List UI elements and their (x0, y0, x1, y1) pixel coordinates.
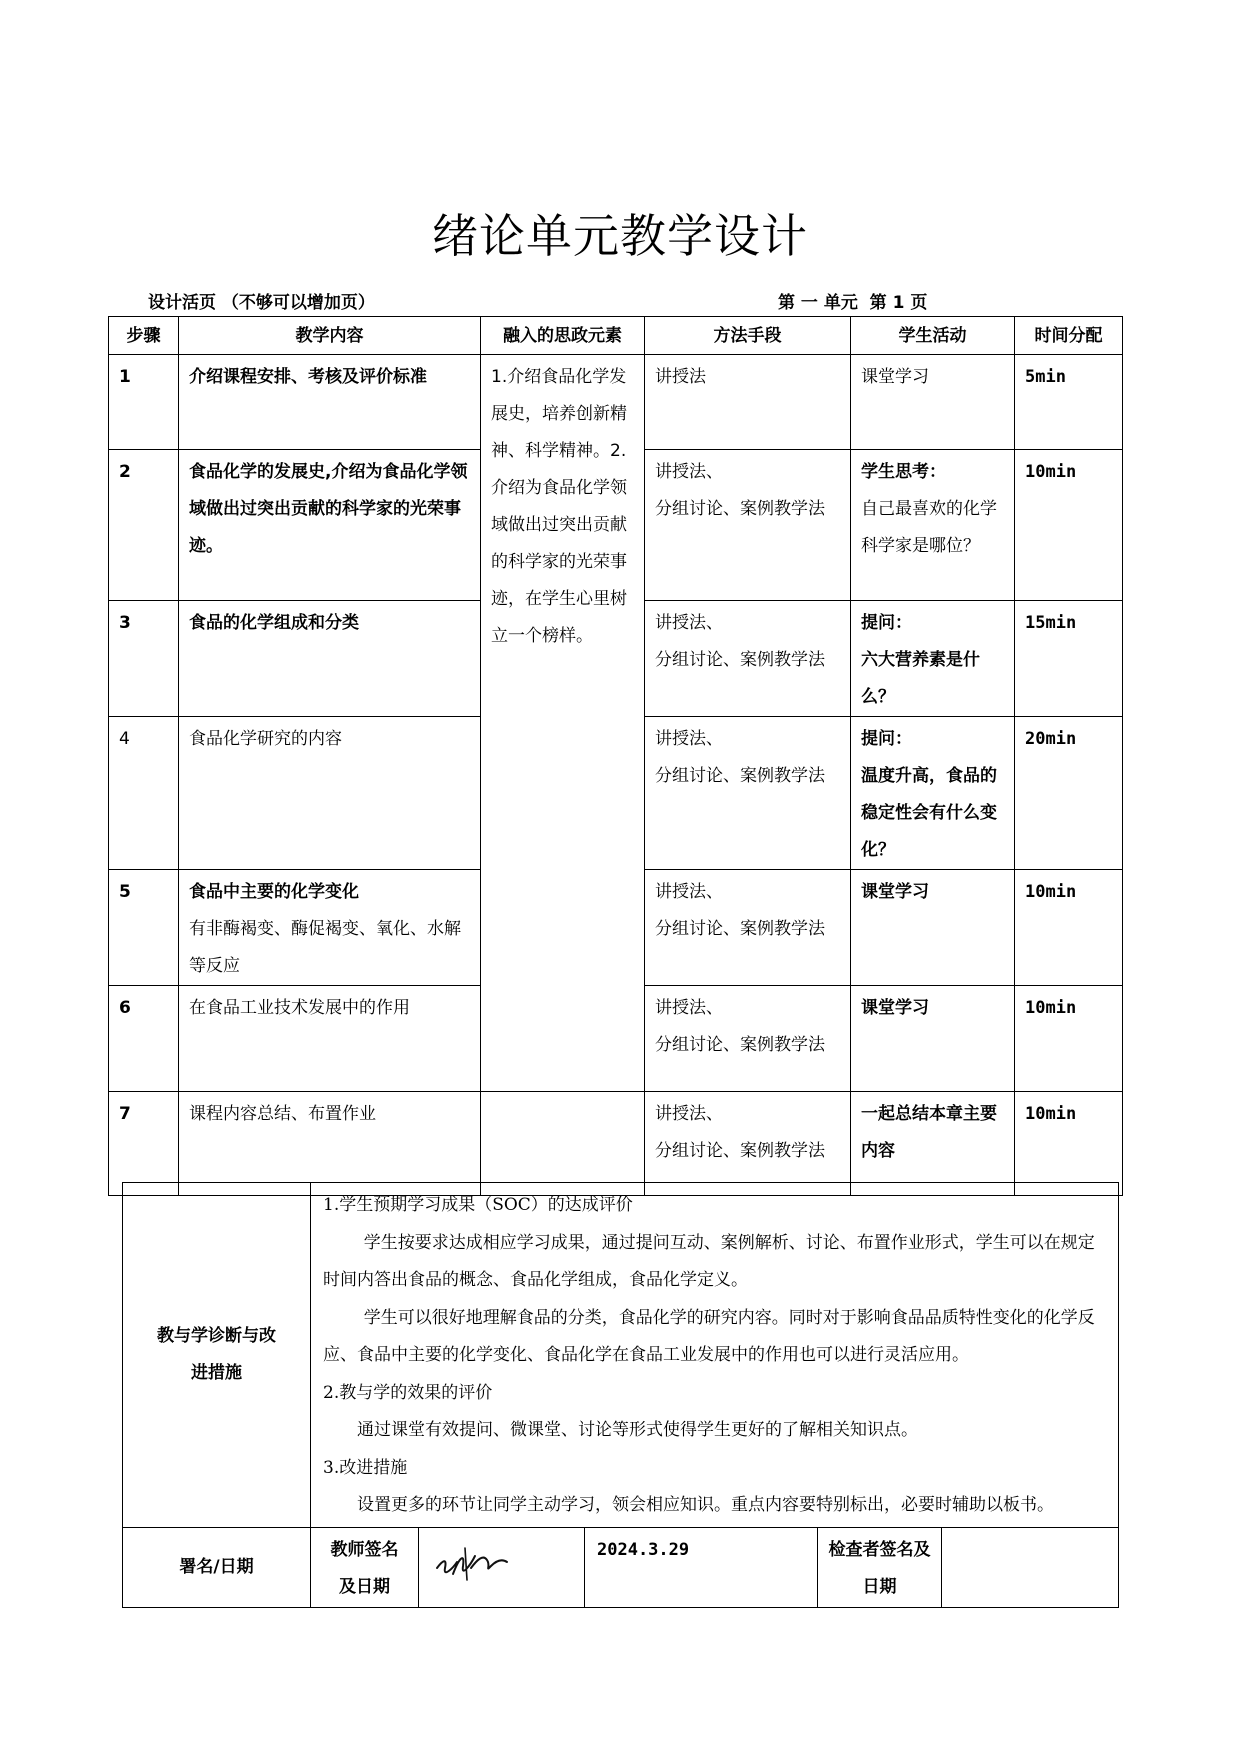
ideology-cell: 1.介绍食品化学发展史，培养创新精神、科学精神。2.介绍为食品化学领域做出过突出贡献的科学家的光荣事迹，在学生心里树立一个榜样。 (481, 355, 645, 1092)
time-cell: 15min (1015, 601, 1123, 717)
activity-cell: 课堂学习 (851, 355, 1015, 450)
diagnosis-heading-3: 3.改进措施 (323, 1457, 408, 1478)
diagnosis-heading-1: 1.学生预期学习成果（SOC）的达成评价 (323, 1195, 633, 1215)
method-line: 分组讨论、案例教学法 (655, 1141, 825, 1161)
content-cell: 课程内容总结、布置作业 (179, 1092, 481, 1196)
activity-text: 六大营养素是什么？ (861, 650, 980, 707)
header-step: 步骤 (109, 317, 179, 355)
content-cell: 在食品工业技术发展中的作用 (179, 986, 481, 1092)
time-cell: 10min (1015, 986, 1123, 1092)
teacher-signature (419, 1527, 585, 1607)
content-cell: 食品化学研究的内容 (179, 717, 481, 870)
time-cell: 10min (1015, 870, 1123, 986)
signature-label: 署名/日期 (123, 1527, 311, 1607)
method-line: 分组讨论、案例教学法 (655, 650, 825, 670)
diagnosis-paragraph: 通过课堂有效提问、微课堂、讨论等形式使得学生更好的了解相关知识点。 (357, 1420, 918, 1440)
step-cell: 7 (109, 1092, 179, 1196)
time-cell: 20min (1015, 717, 1123, 870)
step-cell: 6 (109, 986, 179, 1092)
content-title: 食品中主要的化学变化 (189, 882, 359, 902)
table-row (109, 355, 1123, 450)
method-line: 讲授法、 (655, 882, 723, 902)
step-cell: 3 (109, 601, 179, 717)
method-line: 分组讨论、案例教学法 (655, 919, 825, 939)
activity-cell: 课堂学习 (851, 986, 1015, 1092)
method-cell (645, 601, 851, 717)
subheader-right: 第 一 单元 第 1 页 (778, 293, 928, 313)
page-title: 绪论单元教学设计 (432, 209, 808, 263)
method-cell (645, 986, 851, 1092)
activity-text: 自己最喜欢的化学科学家是哪位？ (861, 499, 997, 556)
table-header-row (109, 317, 1123, 355)
activity-text: 温度升高，食品的稳定性会有什么变化？ (861, 766, 997, 860)
table-row (109, 1092, 1123, 1196)
content-cell: 介绍课程安排、考核及评价标准 (179, 355, 481, 450)
method-line: 讲授法、 (655, 729, 723, 749)
step-cell: 2 (109, 450, 179, 601)
content-cell (179, 870, 481, 986)
activity-cell: 课堂学习 (851, 870, 1015, 986)
header-ideology: 融入的思政元素 (481, 317, 645, 355)
method-line: 分组讨论、案例教学法 (655, 766, 825, 786)
method-cell (645, 450, 851, 601)
teacher-sign-label: 教师签名及日期 (311, 1527, 419, 1607)
method-line: 分组讨论、案例教学法 (655, 499, 825, 519)
ideology-empty-cell (481, 1092, 645, 1196)
header-content: 教学内容 (179, 317, 481, 355)
signature-row (123, 1527, 1119, 1607)
header-activity: 学生活动 (851, 317, 1015, 355)
activity-cell (851, 717, 1015, 870)
diagnosis-label: 教与学诊断与改进措施 (123, 1183, 311, 1528)
method-line: 分组讨论、案例教学法 (655, 1035, 825, 1055)
method-cell (645, 717, 851, 870)
method-line: 讲授法、 (655, 613, 723, 633)
activity-cell: 一起总结本章主要内容 (851, 1092, 1015, 1196)
handwritten-signature (431, 1538, 511, 1588)
diagnosis-heading-2: 2.教与学的效果的评价 (323, 1382, 493, 1403)
header-time: 时间分配 (1015, 317, 1123, 355)
activity-title: 提问： (861, 729, 912, 749)
method-cell (645, 1092, 851, 1196)
checker-sign-label: 检查者签名及日期 (818, 1527, 942, 1607)
diagnosis-paragraph: 学生可以很好地理解食品的分类，食品化学的研究内容。同时对于影响食品品质特性变化的化学反应、食品中主要的化学变化、食品化学在食品工业发展中的作用也可以进行灵活应用。 (323, 1307, 1095, 1365)
time-cell: 5min (1015, 355, 1123, 450)
activity-cell (851, 450, 1015, 601)
step-cell: 4 (109, 717, 179, 870)
activity-title: 学生思考： (861, 462, 946, 482)
lesson-plan-table (108, 316, 1123, 1196)
time-cell: 10min (1015, 450, 1123, 601)
activity-cell (851, 601, 1015, 717)
step-cell: 1 (109, 355, 179, 450)
activity-title: 提问： (861, 613, 912, 633)
diagnosis-paragraph: 设置更多的环节让同学主动学习，领会相应知识。重点内容要特别标出，必要时辅助以板书。 (357, 1495, 1054, 1515)
method-line: 讲授法、 (655, 1104, 723, 1124)
time-cell: 10min (1015, 1092, 1123, 1196)
content-cell: 食品化学的发展史,介绍为食品化学领域做出过突出贡献的科学家的光荣事迹。 (179, 450, 481, 601)
subheader-left: 设计活页 （不够可以增加页） (148, 293, 375, 313)
diagnosis-row (123, 1183, 1119, 1528)
diagnosis-body (311, 1183, 1119, 1528)
step-cell: 5 (109, 870, 179, 986)
header-method: 方法手段 (645, 317, 851, 355)
method-cell: 讲授法 (645, 355, 851, 450)
teacher-sign-date: 2024.3.29 (585, 1527, 818, 1607)
content-cell: 食品的化学组成和分类 (179, 601, 481, 717)
content-text: 有非酶褐变、酶促褐变、氧化、水解等反应 (189, 919, 461, 976)
diagnosis-table (122, 1182, 1119, 1608)
method-line: 讲授法、 (655, 998, 723, 1018)
method-line: 讲授法、 (655, 462, 723, 482)
checker-signature (942, 1527, 1119, 1607)
method-cell (645, 870, 851, 986)
diagnosis-paragraph: 学生按要求达成相应学习成果，通过提问互动、案例解析、讨论、布置作业形式，学生可以在规定时间内答出食品的概念、食品化学组成，食品化学定义。 (323, 1232, 1095, 1290)
